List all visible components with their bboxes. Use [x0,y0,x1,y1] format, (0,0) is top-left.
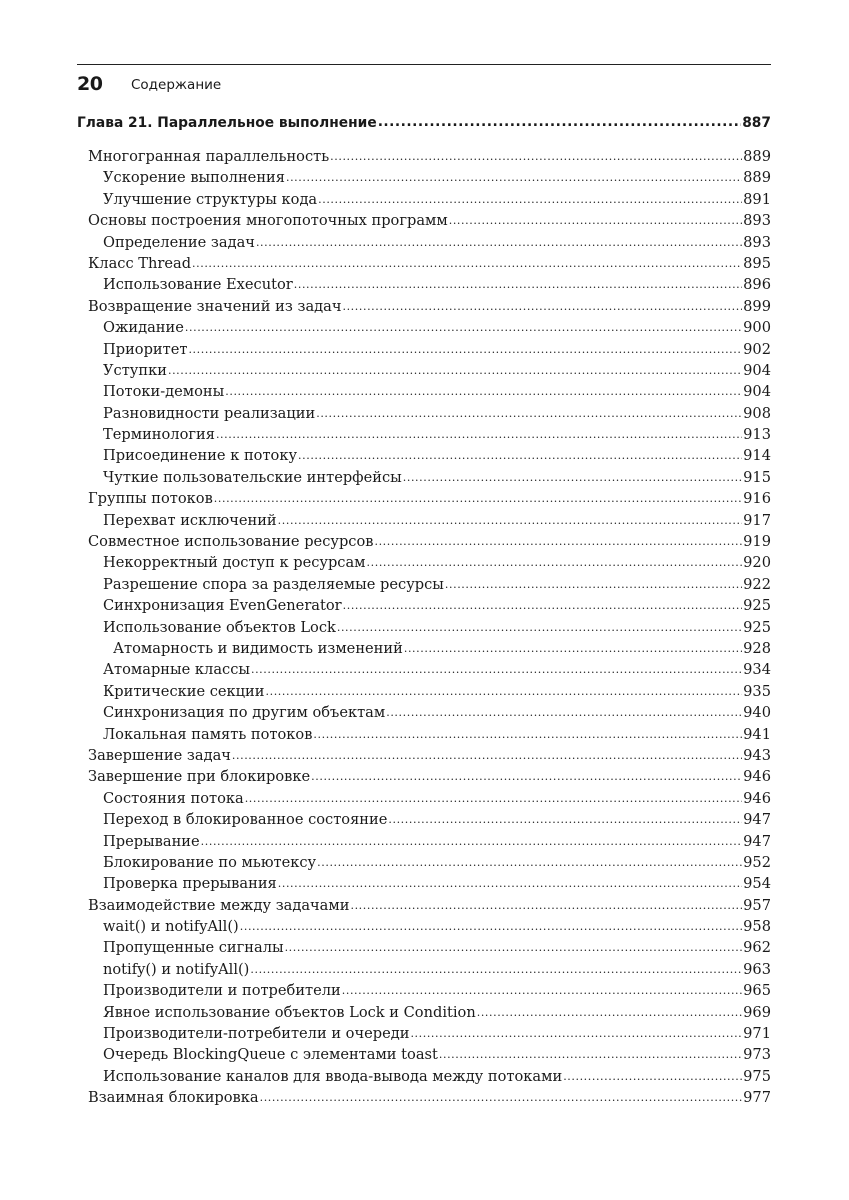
toc-entry-page: 946 [743,768,771,786]
dot-leader [285,941,743,954]
toc-entry-title: Взаимодействие между задачами [88,896,350,914]
page-number: 20 [77,73,103,95]
toc-entry-title: Атомарность и видимость изменений [113,639,403,657]
toc-entry-page: 914 [743,447,771,465]
toc-entry-title: Прерывание [103,832,200,850]
toc-entry [88,469,771,490]
toc-entry-title: Приоритет [103,340,188,358]
toc-entry [88,298,771,319]
toc-entry-page: 977 [743,1089,771,1107]
toc-entry [88,661,771,682]
dot-leader [192,257,742,270]
toc-entry-title: wait() и notifyAll() [103,918,239,936]
toc-entry-title: Уступки [103,361,167,379]
dot-leader [330,150,742,163]
dot-leader [313,728,742,741]
toc-entry-title: Разрешение спора за разделяемые ресурсы [103,575,444,593]
toc-entry-page: 941 [743,725,771,743]
toc-entry [88,341,771,362]
dot-leader [563,1070,742,1083]
toc-entry-page: 925 [743,597,771,615]
toc-entry-page: 904 [743,383,771,401]
chapter-heading [77,115,771,137]
toc-entry [88,790,771,811]
toc-entry-page: 915 [743,468,771,486]
toc-entry [88,640,771,661]
toc-entry [88,576,771,597]
toc-entry-page: 943 [743,746,771,764]
dot-leader [168,364,742,377]
toc-entry-title: Завершение задач [88,746,231,764]
dot-leader [337,621,742,634]
dot-leader [225,385,742,398]
toc-entry [88,961,771,982]
toc-entry-page: 957 [743,896,771,914]
toc-entry-title: Проверка прерывания [103,875,277,893]
dot-leader [251,663,742,676]
dot-leader [250,963,742,976]
toc-entry [88,234,771,255]
toc-entry-page: 896 [743,276,771,294]
toc-entry-title: Присоединение к потоку [103,447,298,465]
dot-leader [342,984,742,997]
dot-leader [214,492,742,505]
toc-entry [88,512,771,533]
toc-entry [88,597,771,618]
dot-leader [232,749,742,762]
dot-leader [342,300,742,313]
dot-leader [388,813,742,826]
chapter-title: Глава 21. Параллельное выполнение [77,115,377,131]
toc-entry-title: Взаимная блокировка [88,1089,259,1107]
running-head: Содержание [131,77,222,93]
dot-leader [410,1027,742,1040]
toc-entry [88,768,771,789]
toc-entry [88,276,771,297]
dot-leader [216,428,742,441]
chapter-page: 887 [742,115,771,131]
toc-entry-title: notify() и notifyAll() [103,960,250,978]
toc-entry-page: 954 [743,875,771,893]
toc-entry-title: Использование Executor [103,276,293,294]
toc-entry-page: 973 [743,1046,771,1064]
toc-entry-title: Блокирование по мьютексу [103,853,317,871]
dot-leader [294,278,742,291]
toc-entry-title: Атомарные классы [103,661,250,679]
dot-leader [286,171,742,184]
toc-entry [88,747,771,768]
toc-entry-page: 971 [743,1025,771,1043]
toc-entry [88,447,771,468]
dot-leader [378,114,742,130]
toc-entry-title: Определение задач [103,233,255,251]
page-header [77,64,771,97]
toc-entry [88,255,771,276]
toc-entry-page: 934 [743,661,771,679]
toc-entry-page: 958 [743,918,771,936]
toc-entry-title: Основы построения многопоточных программ [88,212,448,230]
toc-entry-page: 947 [743,832,771,850]
toc-entry [88,148,771,169]
dot-leader [439,1048,742,1061]
toc-entry [88,683,771,704]
dot-leader [311,770,742,783]
toc-entry-title: Разновидности реализации [103,404,316,422]
toc-entry-page: 965 [743,982,771,1000]
toc-entry [88,897,771,918]
toc-entry-page: 952 [743,853,771,871]
toc-entry-page: 969 [743,1003,771,1021]
toc-entry [88,918,771,939]
dot-leader [367,556,743,569]
toc-entry-page: 913 [743,426,771,444]
toc-entry-title: Состояния потока [103,789,244,807]
dot-leader [318,193,742,206]
toc-entry [88,726,771,747]
toc-entry [88,1089,771,1110]
toc-entry [88,1025,771,1046]
toc-entry-title: Локальная память потоков [103,725,313,743]
toc-entry [88,426,771,447]
toc-entry-title: Ускорение выполнения [103,169,285,187]
toc-entry [88,854,771,875]
dot-leader [298,449,742,462]
dot-leader [316,407,742,420]
dot-leader [188,343,742,356]
toc-entry-title: Синхронизация EvenGenerator [103,597,342,615]
toc-entry-page: 947 [743,811,771,829]
toc-entry-page: 946 [743,789,771,807]
toc-entry-page: 919 [743,533,771,551]
toc-entry-page: 962 [743,939,771,957]
toc-entry-title: Критические секции [103,682,265,700]
toc-entry [88,212,771,233]
dot-leader [256,236,742,249]
toc-entry [88,405,771,426]
toc-entry-title: Класс Thread [88,254,192,272]
toc-entry-page: 920 [743,554,771,572]
toc-entry-title: Возвращение значений из задач [88,297,342,315]
dot-leader [343,599,743,612]
dot-leader [245,792,742,805]
dot-leader [449,214,742,227]
dot-leader [445,578,742,591]
toc-entry [88,811,771,832]
toc-entry [88,1068,771,1089]
toc-entry [88,191,771,212]
toc-entry-title: Терминология [103,426,215,444]
dot-leader [278,877,742,890]
toc-entry-page: 891 [743,190,771,208]
toc-entry [88,383,771,404]
toc-entry-title: Очередь BlockingQueue с элементами toast [103,1046,438,1064]
toc-entry-page: 963 [743,960,771,978]
toc-entry-page: 893 [743,212,771,230]
table-of-contents [88,148,771,1111]
toc-entry [88,704,771,725]
toc-entry-page: 889 [743,169,771,187]
toc-entry-page: 935 [743,682,771,700]
toc-entry [88,490,771,511]
toc-entry-title: Производители-потребители и очереди [103,1025,410,1043]
toc-entry-title: Использование объектов Lock [103,618,336,636]
toc-entry [88,939,771,960]
toc-entry-title: Чуткие пользовательские интерфейсы [103,468,402,486]
toc-entry-page: 900 [743,319,771,337]
toc-entry-title: Улучшение структуры кода [103,190,318,208]
toc-entry-page: 917 [743,511,771,529]
toc-entry-title: Синхронизация по другим объектам [103,704,386,722]
toc-entry [88,554,771,575]
dot-leader [374,535,742,548]
toc-entry-title: Ожидание [103,319,184,337]
toc-entry-page: 904 [743,361,771,379]
dot-leader [260,1091,743,1104]
toc-entry-page: 895 [743,254,771,272]
toc-entry [88,619,771,640]
toc-entry-title: Потоки-демоны [103,383,225,401]
dot-leader [278,514,742,527]
toc-entry-page: 975 [743,1067,771,1085]
toc-entry [88,169,771,190]
dot-leader [477,1006,742,1019]
toc-entry-title: Завершение при блокировке [88,768,311,786]
toc-entry-page: 899 [743,297,771,315]
toc-entry-title: Совместное использование ресурсов [88,533,374,551]
toc-entry-page: 902 [743,340,771,358]
toc-entry-page: 928 [743,639,771,657]
dot-leader [350,899,742,912]
toc-entry-title: Использование каналов для ввода-вывода между потоками [103,1067,563,1085]
toc-entry-title: Некорректный доступ к ресурсам [103,554,366,572]
toc-entry-page: 889 [743,148,771,165]
toc-entry-title: Группы потоков [88,490,213,508]
toc-entry-title: Перехват исключений [103,511,277,529]
toc-entry-page: 916 [743,490,771,508]
toc-entry-title: Многогранная параллельность [88,148,330,165]
toc-entry [88,1004,771,1025]
toc-entry-title: Производители и потребители [103,982,341,1000]
dot-leader [201,835,742,848]
toc-entry [88,533,771,554]
dot-leader [240,920,742,933]
toc-entry-page: 893 [743,233,771,251]
toc-entry-page: 940 [743,704,771,722]
toc-entry-page: 922 [743,575,771,593]
dot-leader [185,321,742,334]
toc-entry [88,1046,771,1067]
toc-entry [88,833,771,854]
toc-entry-page: 925 [743,618,771,636]
toc-entry-title: Пропущенные сигналы [103,939,284,957]
toc-entry-title: Явное использование объектов Lock и Condition [103,1003,476,1021]
dot-leader [386,706,742,719]
toc-entry [88,362,771,383]
toc-entry [88,982,771,1003]
dot-leader [317,856,742,869]
toc-entry-title: Переход в блокированное состояние [103,811,388,829]
dot-leader [404,642,742,655]
toc-entry-page: 908 [743,404,771,422]
toc-entry [88,319,771,340]
dot-leader [403,471,742,484]
toc-entry [88,875,771,896]
dot-leader [266,685,743,698]
